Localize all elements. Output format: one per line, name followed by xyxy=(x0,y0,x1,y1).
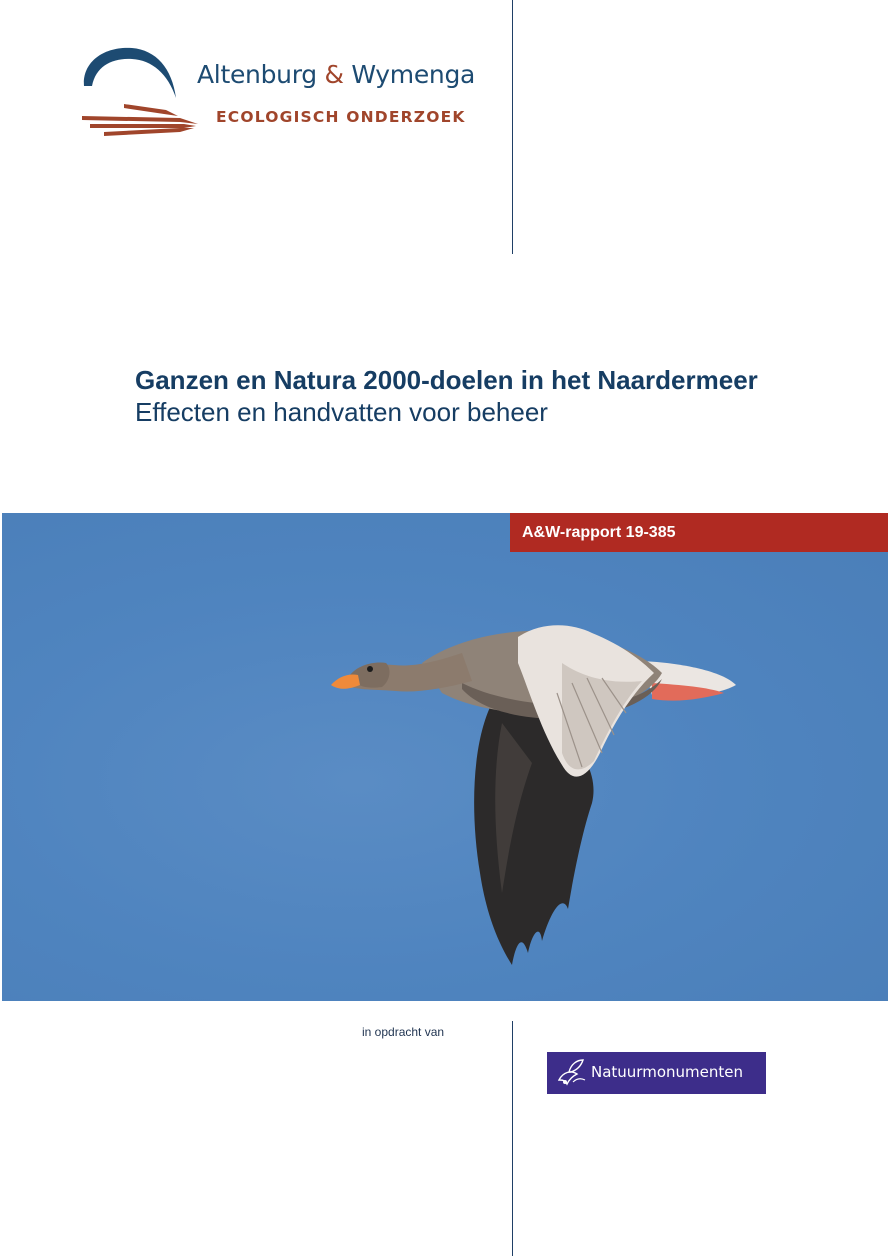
divider-line-top xyxy=(512,0,513,254)
commission-label: in opdracht van xyxy=(362,1025,445,1039)
publisher-name: Altenburg & Wymenga xyxy=(197,60,476,89)
report-title: Ganzen en Natura 2000-doelen in het Naardermeer xyxy=(135,365,758,395)
client-name: Natuurmonumenten xyxy=(591,1063,743,1081)
report-number-badge: A&W-rapport 19-385 xyxy=(510,513,888,552)
natuurmonumenten-emblem-icon xyxy=(555,1058,587,1088)
cover-photo xyxy=(2,513,888,1001)
publisher-logo-mark-icon xyxy=(80,44,210,144)
client-logo xyxy=(547,1052,766,1094)
publisher-logo xyxy=(80,44,490,144)
flying-goose-icon xyxy=(2,513,888,1001)
title-block xyxy=(135,364,775,428)
divider-line-bottom xyxy=(512,1021,513,1256)
report-subtitle: Effecten en handvatten voor beheer xyxy=(135,397,548,427)
publisher-tagline: ECOLOGISCH ONDERZOEK xyxy=(216,108,466,126)
